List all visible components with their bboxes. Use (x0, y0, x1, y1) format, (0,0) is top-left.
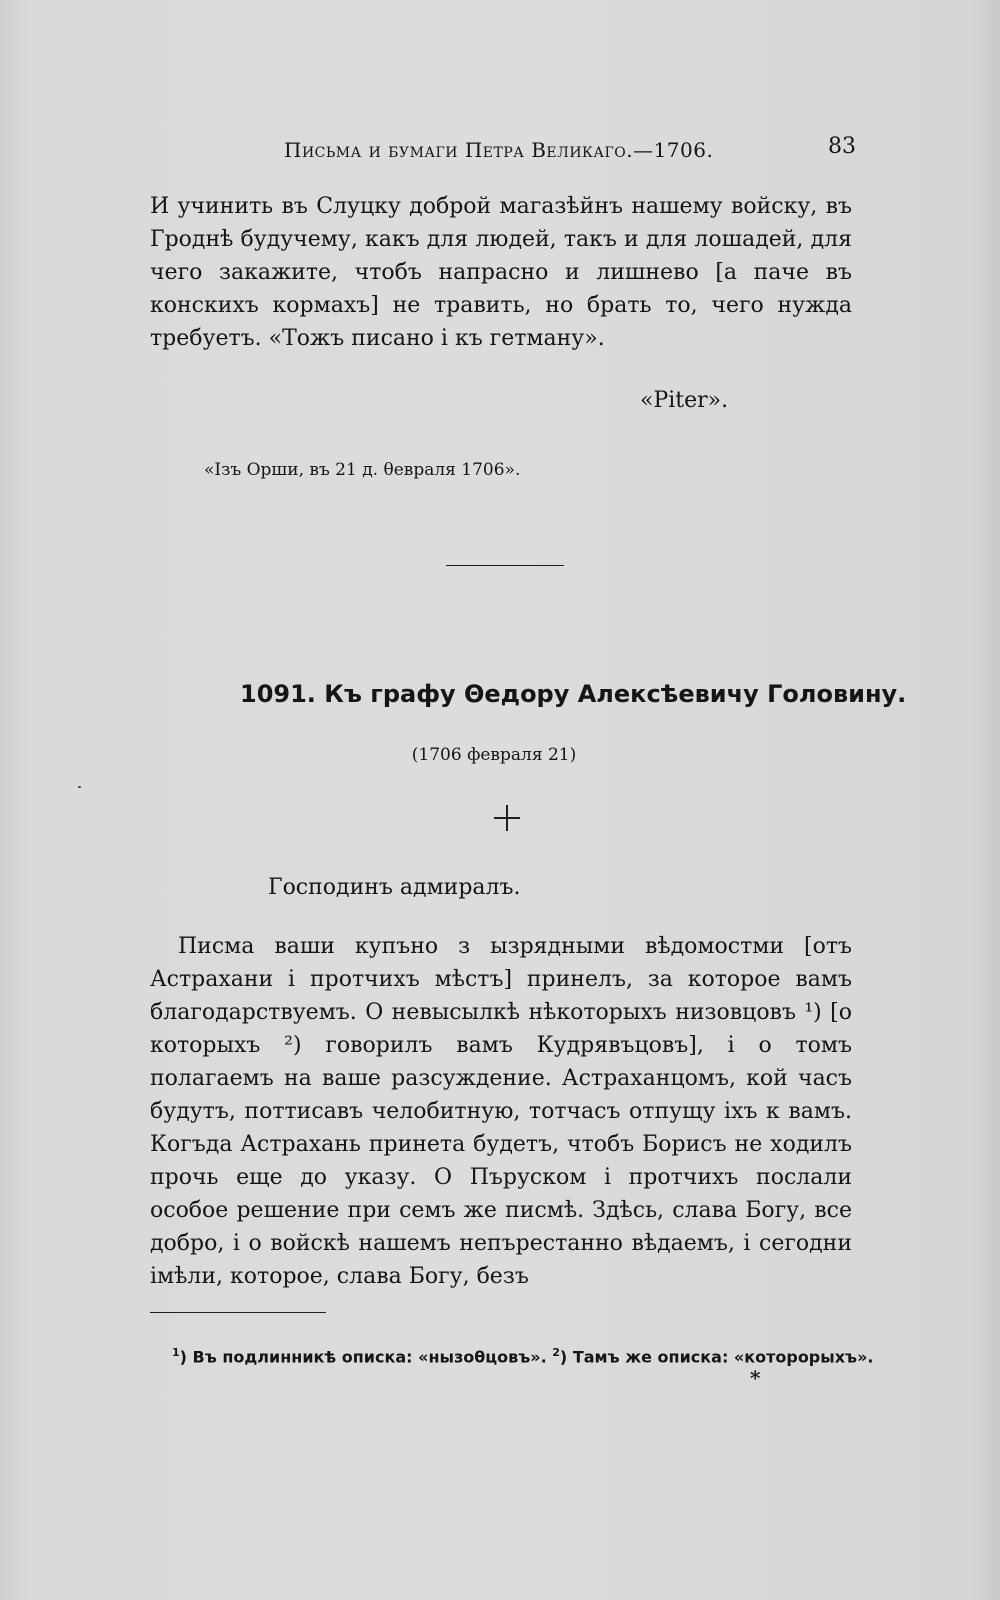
salutation: Господинъ адмиралъ. (268, 875, 521, 900)
signature-mark: * (750, 1366, 761, 1390)
previous-letter-paragraph: И учинить въ Слуцку доброй магазѣйнъ нашему войску, въ Гроднѣ будучему, какъ для людей, такъ и для лошадей, для чего закажите, чтобъ напрасно и лишнево [а паче въ конскихъ кормахъ] не травить, но брать то, чего нужда требуетъ. «Тожъ писано і къ гетману». (150, 194, 852, 351)
section-separator (446, 565, 564, 566)
footnote-1-marker: 1 (172, 1346, 180, 1359)
running-head: Письма и бумаги Петра Великаго.—1706. (284, 138, 714, 162)
footnote-rule (150, 1312, 326, 1313)
footnote-1: Въ подлинникѣ описка: «нызоθцовъ». (192, 1347, 547, 1367)
footnotes: $^1$) Въ подлинникѣ описка: «нызоθцовъ». $^2$) Тамъ же описка: «которорыхъ». (172, 1346, 874, 1367)
footnote-2-marker: 2 (552, 1346, 560, 1359)
letter-heading: 1091. Къ графу Θедору Алексѣевичу Головину. (240, 680, 907, 708)
letter-date: (1706 февраля 21) (411, 745, 577, 765)
signature-piter: «Piter». (640, 388, 729, 413)
previous-letter-text (150, 190, 852, 355)
page-number: 83 (828, 134, 856, 159)
letter-dateline: «Ізъ Орши, въ 21 д. θевраля 1706». (204, 460, 521, 480)
print-speck (78, 786, 81, 788)
letter-body (150, 930, 852, 1293)
cross-icon (494, 805, 520, 831)
footnote-2: Тамъ же описка: «которорыхъ». (572, 1347, 874, 1367)
letter-body-paragraph: Писма ваши купъно з ызрядными вѣдомостми [отъ Астрахани і протчихъ мѣстъ] принелъ, за которое вамъ благодарствуемъ. О невысылкѣ нѣкоторыхъ низовцовъ ¹) [о которыхъ ²) говорилъ вамъ Кудрявъцовъ], і о томъ полагаемъ на ваше разсуждение. Астраханцомъ, кой часъ будутъ, поттисавъ челобитную, тотчасъ отпущу іхъ к вамъ. Когъда Астрахань принета будетъ, чтобъ Борисъ не ходилъ прочь еще до указу. О Пъруском і протчихъ послали особое решение при семъ же писмѣ. Здѣсь, слава Богу, все добро, і о войскѣ нашемъ непърестанно вѣдаемъ, і сегодни імѣли, которое, слава Богу, безъ (150, 934, 852, 1289)
